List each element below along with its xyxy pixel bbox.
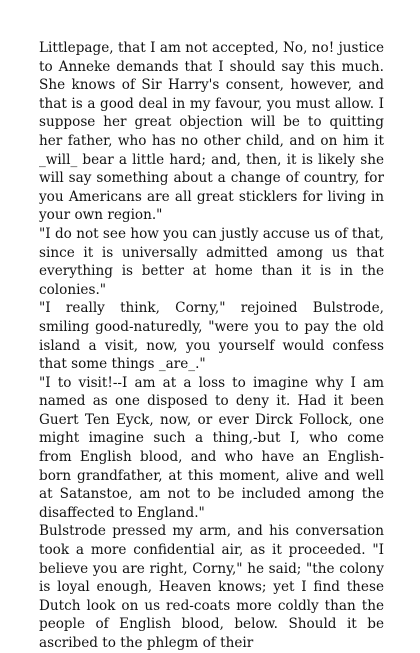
paragraph-1: Littlepage, that I am not accepted, No, no! justice to Anneke demands that I should say this much. She knows of Sir Harry's consent, however, and that is a good deal in my favour, you must allow. I suppose her great objection will be to quitting her father, who has no other child, and on him it _will_ bear a little hard; and, then, it is likely she will say something about a change of country, for you Americans are all great sticklers for living in your own region."	[39, 40, 384, 224]
paragraph-2: "I do not see how you can justly accuse us of that, since it is universally admitted among us that everything is better at home than it is in the colonies."	[39, 225, 384, 298]
paragraph-5: Bulstrode pressed my arm, and his conversation took a more confidential air, as it proceeded. "I believe you are right, Corny," he said; "the colony is loyal enough, Heaven knows; yet I find these Dutch look on us red-coats more coldly than the people of English blood, below. Should it be ascribed to the phlegm of their	[39, 523, 384, 651]
paragraph-3: "I really think, Corny," rejoined Bulstrode, smiling good-naturedly, "were you to pay the old island a visit, now, you yourself would confess that some things _are_."	[39, 300, 384, 373]
document-page	[39, 39, 384, 653]
paragraph-4: "I to visit!--I am at a loss to imagine why I am named as one disposed to deny it. Had it been Guert Ten Eyck, now, or ever Dirck Follock, one might imagine such a thing,-but I, who come from English blood, and who have an English-born grandfather, at this moment, alive and well at Satanstoe, am not to be included among the disaffected to England."	[39, 374, 384, 521]
